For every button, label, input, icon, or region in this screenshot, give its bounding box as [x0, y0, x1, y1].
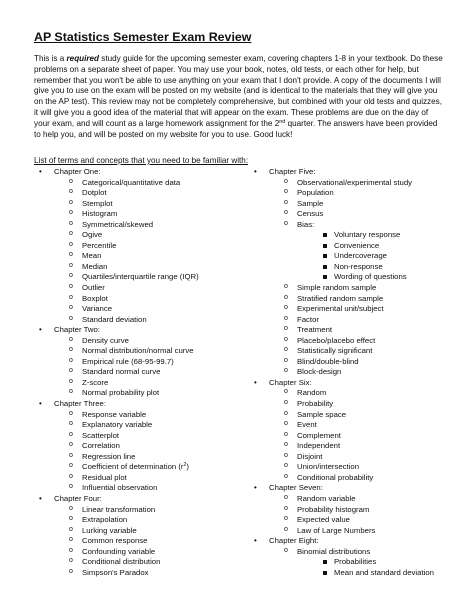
list-item: o Ogive: [38, 230, 248, 241]
list-item: o Simple random sample: [253, 283, 463, 294]
list-item: o Random variable: [253, 494, 463, 505]
intro-paragraph: [34, 54, 446, 140]
list-item: o Density curve: [38, 336, 248, 347]
coefficient-label: Coefficient of determination (r: [82, 462, 184, 472]
list-item: o Population: [253, 188, 463, 199]
list-item: o Standard normal curve: [38, 367, 248, 378]
list-item: o Stemplot: [38, 199, 248, 210]
list-item: o Extrapolation: [38, 515, 248, 526]
list-item: o Z-score: [38, 378, 248, 389]
chapter-five-heading: • Chapter Five:: [253, 167, 463, 178]
list-item: o Variance: [38, 304, 248, 315]
list-item: o Dotplot: [38, 188, 248, 199]
chapter-four-heading: • Chapter Four:: [38, 494, 248, 505]
list-item: o Categorical/quantitative data: [38, 178, 248, 189]
list-item: o Correlation: [38, 441, 248, 452]
list-heading: List of terms and concepts that you need to be familiar with:: [34, 156, 249, 165]
sub-list-item: Voluntary response: [253, 230, 463, 241]
sub-list-item: Convenience: [253, 241, 463, 252]
list-item: o Probability histogram: [253, 505, 463, 516]
list-item: o Conditional probability: [253, 473, 463, 484]
list-item: o Sample: [253, 199, 463, 210]
list-item: o Normal distribution/normal curve: [38, 346, 248, 357]
list-item: o Mean: [38, 251, 248, 262]
chapter-two-heading: • Chapter Two:: [38, 325, 248, 336]
list-item: o Sample space: [253, 410, 463, 421]
list-item: o Law of Large Numbers: [253, 526, 463, 537]
list-item: o Quartiles/interquartile range (IQR): [38, 272, 248, 283]
list-item: o Independent: [253, 441, 463, 452]
chapter-one-heading: • Chapter One:: [38, 167, 248, 178]
list-item: o Complement: [253, 431, 463, 442]
list-item: o Probability: [253, 399, 463, 410]
list-item: o Simpson's Paradox: [38, 568, 248, 579]
list-item: o Binomial distributions: [253, 547, 463, 558]
list-item: o Outlier: [38, 283, 248, 294]
intro-emphasis: required: [66, 54, 100, 63]
list-item: o Factor: [253, 315, 463, 326]
list-item: o Disjoint: [253, 452, 463, 463]
list-item: o Common response: [38, 536, 248, 547]
r-squared-superscript: 2: [183, 462, 187, 469]
chapter-three-heading: • Chapter Three:: [38, 399, 248, 410]
list-item: o Median: [38, 262, 248, 273]
list-item-bias: o Bias:: [253, 220, 463, 231]
list-item: o Histogram: [38, 209, 248, 220]
list-item: o Percentile: [38, 241, 248, 252]
list-item: o Empirical rule (68-95-99.7): [38, 357, 248, 368]
left-column: [38, 167, 248, 578]
right-column: [253, 167, 463, 578]
list-item: o Boxplot: [38, 294, 248, 305]
list-item: o Scatterplot: [38, 431, 248, 442]
list-item: o Conditional distribution: [38, 557, 248, 568]
list-item: o Placebo/placebo effect: [253, 336, 463, 347]
list-item: o Block-design: [253, 367, 463, 378]
list-item: o Observational/experimental study: [253, 178, 463, 189]
list-item: o Blind/double-blind: [253, 357, 463, 368]
sub-list-item: Probabilities: [253, 557, 463, 568]
list-item: o Experimental unit/subject: [253, 304, 463, 315]
chapter-eight-heading: • Chapter Eight:: [253, 536, 463, 547]
list-item: o Expected value: [253, 515, 463, 526]
list-item: o Response variable: [38, 410, 248, 421]
page-title: AP Statistics Semester Exam Review: [34, 30, 252, 44]
sub-list-item: Wording of questions: [253, 272, 463, 283]
sub-list-item: Non-response: [253, 262, 463, 273]
coefficient-close: ): [186, 462, 189, 472]
list-item: o Random: [253, 388, 463, 399]
intro-pre: This is a: [34, 54, 67, 63]
sub-list-item: Undercoverage: [253, 251, 463, 262]
list-item: o Statistically significant: [253, 346, 463, 357]
intro-post: quarter. The answers have been provided to help you, and will be posted on my website for you to use. Good luck!: [34, 118, 438, 139]
list-item: o Union/intersection: [253, 462, 463, 473]
chapter-seven-heading: • Chapter Seven:: [253, 483, 463, 494]
list-item: o Event: [253, 420, 463, 431]
list-item: o Linear transformation: [38, 505, 248, 516]
intro-superscript: nd: [279, 118, 286, 125]
list-item: o Lurking variable: [38, 526, 248, 537]
intro-body: study guide for the upcoming semester exam, covering chapters 1-8 in your textbook. Do these problems on a separate sheet of paper. You may use your book, notes, old tests, or each other for help, but remember that you won't be able to use anything on your exam that I don't provide. A copy of the documents I will give you to use on the exam will be posted on my website (and is identical to the materials that they will give you on the AP test). This review may not be completely comprehensive, but combined with your old tests and quizzes, it will give you a good idea of the material that will appear on the exam. These problems are due on the day of your exam, and will count as a large homework assignment for the 2: [34, 54, 443, 128]
list-item: o Confounding variable: [38, 547, 248, 558]
list-item: o Residual plot: [38, 473, 248, 484]
list-item: o Symmetrical/skewed: [38, 220, 248, 231]
list-item: o Explanatory variable: [38, 420, 248, 431]
list-item: o Treatment: [253, 325, 463, 336]
list-item: o Normal probability plot: [38, 388, 248, 399]
list-item: o Influential observation: [38, 483, 248, 494]
list-item: o Regression line: [38, 452, 248, 463]
list-item: o Census: [253, 209, 463, 220]
list-item: o Stratified random sample: [253, 294, 463, 305]
sub-list-item: Mean and standard deviation: [253, 568, 463, 579]
chapter-six-heading: • Chapter Six:: [253, 378, 463, 389]
list-item: o Standard deviation: [38, 315, 248, 326]
